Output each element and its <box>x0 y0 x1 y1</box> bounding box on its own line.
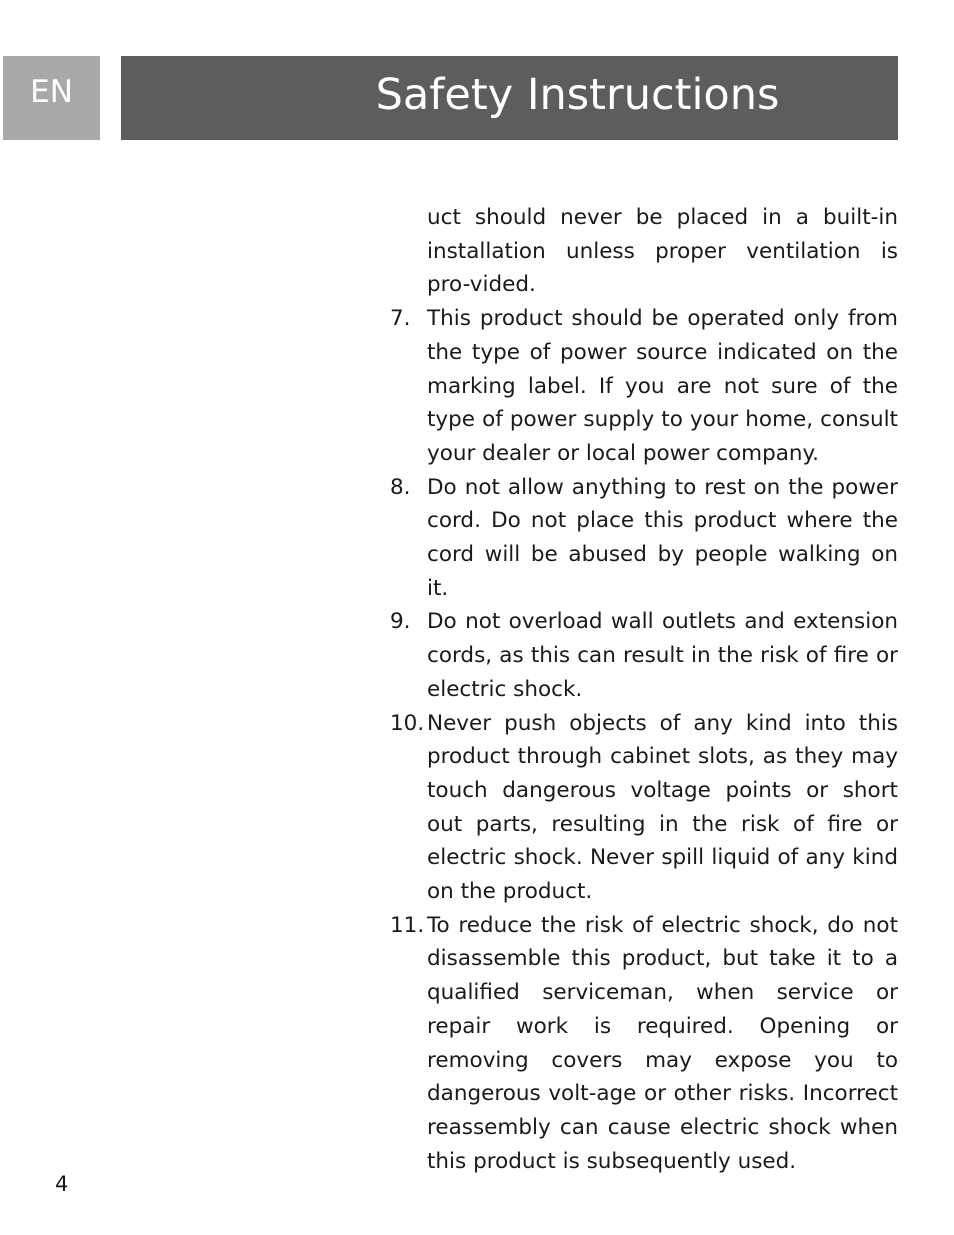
language-label: EN <box>30 74 73 110</box>
list-item <box>390 302 898 471</box>
item-number: 9. <box>390 609 411 635</box>
item-text: Do not overload wall outlets and extension cords, as this can result in the risk of fire or electric shock. <box>427 609 898 702</box>
item-number: 11. <box>390 912 425 938</box>
item-number: 8. <box>390 474 411 500</box>
list-item <box>390 909 898 1179</box>
list-item <box>390 605 898 706</box>
item-text: Never push objects of any kind into this product through cabinet slots, as they may touch dangerous voltage points or short out parts, resulting in the risk of fire or electric shock. Never spill liquid of any kind on the product. <box>427 710 898 905</box>
item-text: To reduce the risk of electric shock, do not disassemble this product, but take it to a qualified serviceman, when service or repair work is required. Opening or removing covers may expose you to dangerous volt-age or other risks. Incorrect reassembly can cause electric shock when this product is subsequently used. <box>427 912 898 1174</box>
list-item <box>390 201 898 302</box>
page-number: 4 <box>55 1172 69 1196</box>
title-bar <box>121 56 898 140</box>
list-item <box>390 707 898 909</box>
item-number: 7. <box>390 306 411 332</box>
item-text: Do not allow anything to rest on the power cord. Do not place this product where the cord will be abused by people walking on it. <box>427 474 898 601</box>
list-item <box>390 471 898 606</box>
item-text: This product should be operated only from the type of power source indicated on the marking label. If you are not sure of the type of power supply to your home, consult your dealer or local power company. <box>427 306 898 466</box>
instructions-list <box>390 201 898 1178</box>
language-tab <box>3 56 100 140</box>
page-title: Safety Instructions <box>375 70 780 120</box>
item-number: 10. <box>390 710 425 736</box>
item-text: uct should never be placed in a built-in installation unless proper ventilation is pro-vided. <box>427 205 898 298</box>
